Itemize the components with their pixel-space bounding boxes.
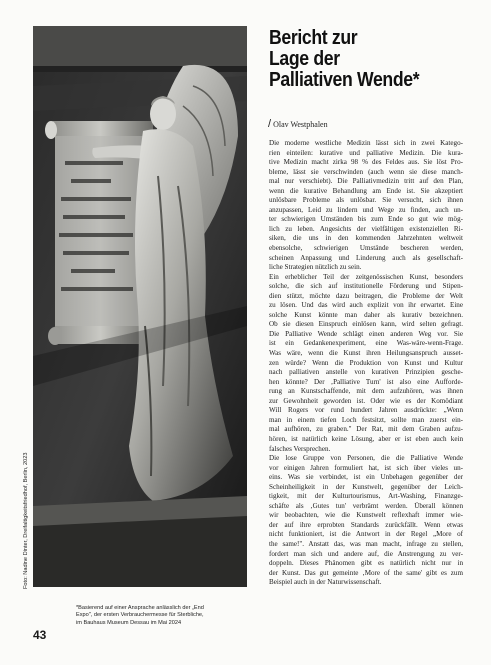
body-text-line: der Kunst. Das gut gemeinte ‚More of the same' gibt es zum	[269, 568, 463, 577]
body-text-line: Ein erheblicher Teil der zeitgenössischen Kunst, besonders	[269, 272, 463, 281]
body-text-line: ebensolche, schwierigen Umstände bescheren werden,	[269, 244, 463, 253]
body-text-line: hören, ist natürlich keine Lösung, aber er ist eben auch kein	[269, 434, 463, 443]
footnote-line: im Bauhaus Museum Dessau im Mai 2024	[76, 619, 182, 626]
body-text-line: fordert man sich und andere auf, die Anstrengung zu ver-	[269, 549, 463, 558]
body-text-line: rung an Kunstschaffende, mit dem aufzuhören, was ihnen	[269, 387, 463, 396]
body-text-line: tigkeit, mit der Kulturtourismus, Art-Washing, Finanzge-	[269, 492, 463, 501]
body-text-line: Was wäre, wenn die Kunst ihren Heilungsanspruch ausset-	[269, 349, 463, 358]
body-text-line: zur Gewohnheit geworden ist. Oder wie es der Komödiant	[269, 396, 463, 405]
title-line: Palliativen Wende*	[269, 68, 420, 91]
body-text-line: Scheinheiligkeit in der Kunstwelt, gegenüber der Leich-	[269, 482, 463, 491]
slash-icon: /	[268, 118, 272, 130]
body-text-line: scheinen Anpassung und Linderung auch als gesellschaft-	[269, 253, 463, 262]
body-text-line: bleme, lässt sie verschwinden (auch wenn sie diese manch-	[269, 167, 463, 176]
body-text-line: zen würde? Wenn die Produktion von Kunst und Kultur	[269, 358, 463, 367]
body-text-line: der auf ihre erprobten Standards zurückfällt. Wenn etwas	[269, 520, 463, 529]
body-text-line: Die moderne westliche Medizin lässt sich in zwei Katego-	[269, 139, 463, 147]
body-text-line: doppeln. Dieses Phänomen gibt es natürlich nicht nur in	[269, 559, 463, 568]
body-text-line: tive Medizin macht zirka 98 % des Feldes aus. Sie löst Pro-	[269, 158, 463, 167]
body-text-line: siken, die uns in den kommenden Jahrzehnten weltweit	[269, 234, 463, 243]
body-text-line: Die Palliative Wende schlägt einen anderen Weg vor. Sie	[269, 329, 463, 338]
body-text-line: nicht funktioniert, ist die Antwort in der Regel „More of	[269, 530, 463, 539]
body-text-line: mal aufhören, zu graben." Der Rat, mit dem Graben aufzu-	[269, 425, 463, 434]
angel-relief-icon	[33, 26, 247, 587]
body-text-line: vor einigen Jahren formuliert hat, ist sich über vieles un-	[269, 463, 463, 472]
body-text-line: eins. Was sie verbindet, ist ein Unbehagen gegenüber der	[269, 473, 463, 482]
title-line: Lage der	[269, 47, 340, 70]
body-text-line: Die lose Gruppe von Personen, die die Palliative Wende	[269, 454, 463, 463]
angel-statue-photo	[33, 26, 247, 587]
body-text-line: solche Kunst könnte man daher als kurativ bezeichnen.	[269, 310, 463, 319]
footnote-line: *Basierend auf einer Ansprache anlässlich der „End	[76, 605, 204, 611]
body-text-line: Ob sie diesen Einspruch einlösen kann, wird selten gefragt.	[269, 320, 463, 329]
body-text-line: Beispiel auch in der Naturwissenschaft.	[269, 578, 382, 587]
body-text-line: anzupassen, Leid zu lindern und Wege zu finden, auch un-	[269, 205, 463, 214]
body-text-line: wir beobachten, wie die Kunstwelt reflexhaft immer wie-	[269, 511, 463, 520]
body-text-line: nach palliativen anstelle von kurativen Prinzipien gesche-	[269, 368, 463, 377]
body-text-line: Will Rogers vor rund hundert Jahren ausdrückte: „Wenn	[269, 406, 463, 415]
article-title	[269, 27, 419, 90]
body-text-line: solche, die sich auf institutionelle Förderung und Stipen-	[269, 282, 463, 291]
author-name: Olav Westphalen	[273, 120, 328, 129]
page-number: 43	[33, 628, 47, 642]
body-text-line: schäfte als ‚Gutes tun' verbrämt werden. Überall können	[269, 501, 463, 510]
body-text-line: zu lösen. Und das wird auch explizit von ihr erwartet. Eine	[269, 301, 463, 310]
footnote	[76, 605, 256, 627]
author-byline	[268, 118, 328, 130]
body-text-line: liche Strategien nützlich zu sein.	[269, 263, 362, 272]
body-text-line: falsches Versprechen.	[269, 444, 331, 453]
body-text-line: the same!". Anstatt das, was man macht, infrage zu stellen,	[269, 539, 463, 548]
article-body	[269, 139, 463, 588]
title-line: Bericht zur	[269, 26, 358, 49]
body-text-line: hen könnte? Der ‚Palliative Turn' ist also eine Aufforde-	[269, 377, 463, 386]
body-text-line: man in einem tiefen Loch festsitzt, sollte man zuerst ein-	[269, 415, 463, 424]
photo-credit: Foto: Nadine Dinter, Dreifaltigkeitsfriedhof, Berlin, 2023	[23, 452, 29, 589]
footnote-line: Expo", der ersten Verbrauchermesse für Sterbliche,	[76, 612, 204, 619]
body-text-line: mal nur verschiebt). Die Palliativmedizin tritt auf den Plan,	[269, 177, 463, 186]
body-text-line: unlösbare Probleme als unlösbar. Sie versucht, sich ihnen	[269, 196, 463, 205]
body-text-line: ter schwierigen Umständen bis zum Ende so gut wie mög-	[269, 215, 463, 224]
body-text-line: ist ein Gedankenexperiment, eine Was-wäre-wenn-Frage.	[269, 339, 463, 348]
body-text-line: dien stützt, möchte dazu beitragen, die Probleme der Welt	[269, 291, 463, 300]
body-text-line: rien einteilen: kurative und palliative Medizin. Die kura-	[269, 148, 463, 157]
body-text-line: wenn die kurative Behandlung am Ende ist. Sie akzeptiert	[269, 186, 463, 195]
body-text-line: lich zu leben. Angesichts der vielfältigen existenziellen Ri-	[269, 224, 463, 233]
